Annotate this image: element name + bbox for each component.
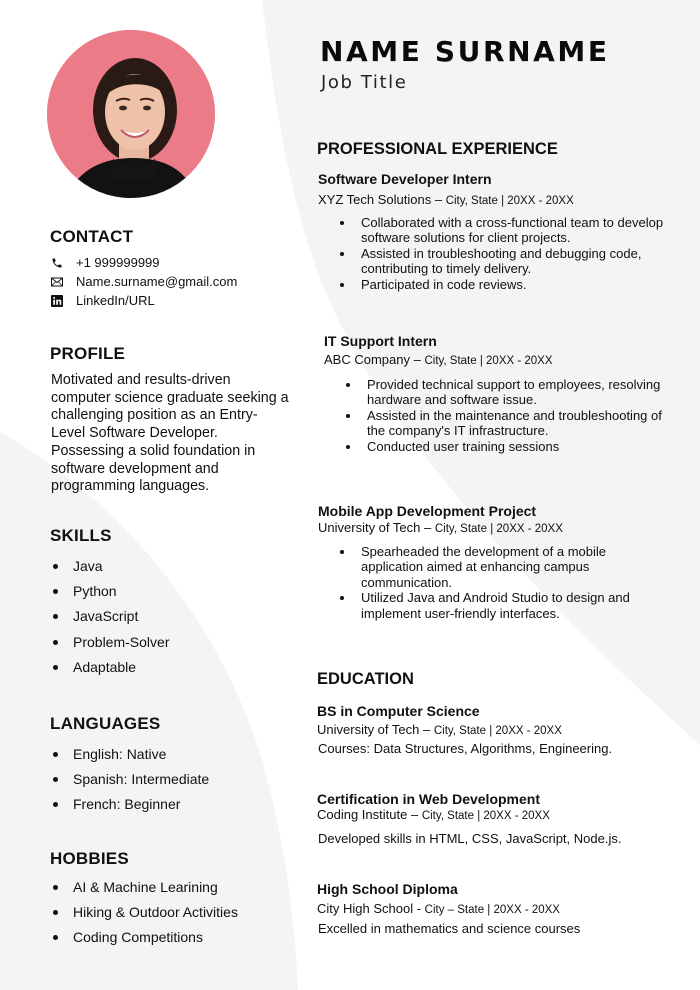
org-name: Coding Institute – (317, 807, 419, 822)
contact-email-text: Name.surname@gmail.com (76, 274, 238, 289)
bullet: Utilized Java and Android Studio to design and implement user-friendly interfaces. (337, 590, 637, 621)
bullet: Conducted user training sessions (343, 439, 663, 454)
experience-entry-org (318, 520, 563, 535)
experience-entry-title: Software Developer Intern (318, 171, 492, 187)
languages-list (50, 745, 209, 821)
job-title: Job Title (321, 72, 408, 93)
bullet: Spearheaded the development of a mobile application aimed at enhancing campus communication. (337, 544, 637, 590)
profile-title: PROFILE (50, 344, 126, 363)
org-name: ABC Company – (324, 352, 421, 367)
bullet: Provided technical support to employees, resolving hardware and software issue. (343, 377, 663, 408)
education-entry-desc: Excelled in mathematics and science courses (318, 921, 581, 936)
skill-item: Adaptable (50, 658, 169, 683)
hobby-item: Hiking & Outdoor Activities (50, 903, 238, 928)
candidate-name: NAME SURNAME (320, 35, 610, 68)
skill-item: Java (50, 557, 169, 582)
skill-item: Problem-Solver (50, 633, 169, 658)
contact-linkedin[interactable] (50, 293, 155, 308)
bullet: Collaborated with a cross-functional team to develop software solutions for client projects. (337, 215, 667, 246)
hobby-item: AI & Machine Learining (50, 878, 238, 903)
hobbies-list (50, 878, 238, 954)
language-item: Spanish: Intermediate (50, 770, 209, 795)
language-item: French: Beginner (50, 795, 209, 820)
education-entry-desc: Courses: Data Structures, Algorithms, Engineering. (318, 741, 613, 756)
email-icon (50, 275, 64, 289)
org-location-dates: City, State | 20XX - 20XX (421, 810, 550, 822)
profile-text: Motivated and results-driven computer science graduate seeking a challenging position as an Entry-Level Software Developer. Possessing a solid foundation in software development and programming languages. (51, 372, 289, 495)
profile-photo (47, 30, 215, 198)
org-name: University of Tech – (318, 520, 432, 535)
contact-email[interactable] (50, 274, 237, 289)
linkedin-icon (50, 294, 64, 308)
hobby-item: Coding Competitions (50, 928, 238, 953)
org-location-dates: City, State | 20XX - 20XX (445, 195, 574, 207)
experience-entry-org (318, 192, 574, 207)
top-right-curve-shape (262, 0, 700, 745)
contact-phone-text: +1 999999999 (76, 255, 160, 270)
org-location-dates: City, State | 20XX - 20XX (424, 355, 553, 367)
contact-title: CONTACT (50, 227, 134, 246)
languages-title: LANGUAGES (50, 714, 161, 733)
skill-item: JavaScript (50, 607, 169, 632)
education-title: EDUCATION (317, 670, 414, 688)
org-name: University of Tech – (317, 722, 431, 737)
skills-list (50, 557, 169, 683)
experience-entry-title: IT Support Intern (324, 333, 437, 349)
experience-entry-org (324, 352, 553, 367)
org-location-dates: City, State | 20XX - 20XX (434, 523, 563, 535)
bullet: Assisted in troubleshooting and debugging code, contributing to timely delivery. (337, 246, 667, 277)
experience-title: PROFESSIONAL EXPERIENCE (317, 140, 558, 158)
education-entry-title: High School Diploma (317, 881, 458, 897)
phone-icon (50, 256, 64, 270)
education-entry-desc: Developed skills in HTML, CSS, JavaScript, Node.js. (318, 831, 622, 846)
org-name: XYZ Tech Solutions – (318, 192, 443, 207)
skill-item: Python (50, 582, 169, 607)
experience-entry-title: Mobile App Development Project (318, 503, 537, 519)
contact-linkedin-text: LinkedIn/URL (76, 293, 155, 308)
education-entry-title: BS in Computer Science (317, 703, 480, 719)
education-entry-org (317, 807, 550, 822)
org-location-dates: City, State | 20XX - 20XX (433, 725, 562, 737)
language-item: English: Native (50, 745, 209, 770)
education-entry-org (317, 901, 560, 916)
hobbies-title: HOBBIES (50, 849, 129, 868)
experience-bullets (337, 544, 637, 621)
education-entry-title: Certification in Web Development (317, 791, 540, 807)
bullet: Assisted in the maintenance and troubleshooting of the company's IT infrastructure. (343, 408, 663, 439)
experience-bullets (337, 215, 667, 292)
experience-bullets (343, 377, 663, 454)
org-name: City High School - (317, 901, 422, 916)
skills-title: SKILLS (50, 526, 112, 545)
person-photo-icon (47, 30, 215, 198)
education-entry-org (317, 722, 562, 737)
bullet: Participated in code reviews. (337, 277, 667, 292)
contact-phone[interactable] (50, 255, 160, 270)
org-location-dates: City – State | 20XX - 20XX (424, 904, 560, 916)
